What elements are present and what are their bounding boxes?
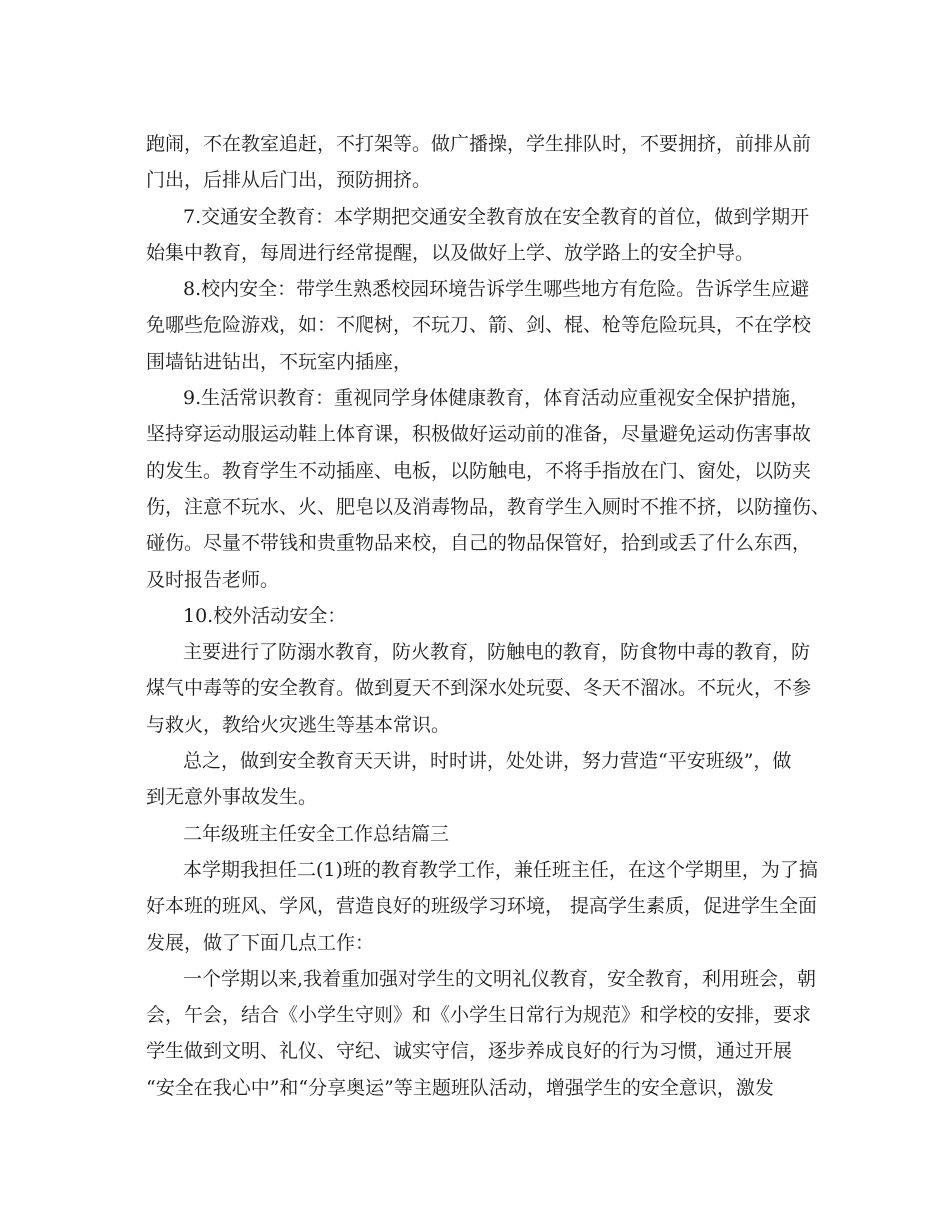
text-line: 碰伤。尽量不带钱和贵重物品来校，自己的物品保管好，拾到或丢了什么东西，	[146, 532, 812, 555]
text-line: 与救火，教给火灾逃生等基本常识。	[146, 713, 451, 736]
text-line: 煤气中毒等的安全教育。做到夏天不到深水处玩耍、冬天不溜冰。不玩火，不参	[146, 677, 812, 700]
text-line: 跑闹，不在教室追赶，不打架等。做广播操，学生排队时，不要拥挤，前排从前	[146, 133, 812, 155]
text-line: 及时报告老师。	[146, 568, 280, 591]
text-line: 总之，做到安全教育天天讲，时时讲，处处讲，努力营造“平安班级”，做	[183, 750, 792, 773]
text-line: 本学期我担任二(1)班的教育教学工作，兼任班主任，在这个学期里，为了搞	[183, 858, 818, 881]
text-line: 始集中教育，每周进行经常提醒，以及做好上学、放学路上的安全护导。	[146, 241, 755, 264]
text-line: 会，午会，结合《小学生守则》和《小学生日常行为规范》和学校的安排，要求	[146, 1004, 812, 1027]
text-line: 到无意外事故发生。	[146, 786, 318, 809]
text-line: 10.校外活动安全：	[183, 604, 347, 627]
text-line: 坚持穿运动服运动鞋上体育课，积极做好运动前的准备，尽量避免运动伤害事故	[146, 423, 812, 446]
text-line: 9.生活常识教育：重视同学身体健康教育，体育活动应重视安全保护措施，	[183, 387, 810, 410]
text-line: 免哪些危险游戏，如：不爬树，不玩刀、箭、剑、棍、枪等危险玩具，不在学校	[146, 314, 812, 337]
text-line: 一个学期以来,我着重加强对学生的文明礼仪教育，安全教育，利用班会，朝	[183, 967, 817, 990]
text-line: 的发生。教育学生不动插座、电板，以防触电，不将手指放在门、窗处，以防夹	[146, 459, 812, 482]
text-line: 发展，做了下面几点工作：	[146, 931, 375, 954]
text-line: “安全在我心中”和“分享奥运”等主题班队活动，增强学生的安全意识，激发	[146, 1076, 774, 1099]
text-line: 门出，后排从后门出，预防拥挤。	[146, 169, 432, 192]
document-body	[146, 126, 831, 1106]
text-line: 好本班的班风、学风，营造良好的班级学习环境， 提高学生素质，促进学生全面	[146, 895, 818, 918]
text-line: 围墙钻进钻出，不玩室内插座，	[146, 350, 413, 373]
text-line: 学生做到文明、礼仪、守纪、诚实守信，逐步养成良好的行为习惯，通过开展	[146, 1040, 793, 1063]
text-line: 伤，注意不玩水、火、肥皂以及消毒物品，教育学生入厕时不推不挤，以防撞伤、	[146, 495, 831, 518]
text-line: 二年级班主任安全工作总结篇三	[183, 822, 450, 845]
text-line: 7.交通安全教育：本学期把交通安全教育放在安全教育的首位，做到学期开	[183, 205, 810, 228]
text-line: 8.校内安全：带学生熟悉校园环境告诉学生哪些地方有危险。告诉学生应避	[183, 278, 810, 301]
text-line: 主要进行了防溺水教育，防火教育，防触电的教育，防食物中毒的教育，防	[183, 641, 811, 664]
